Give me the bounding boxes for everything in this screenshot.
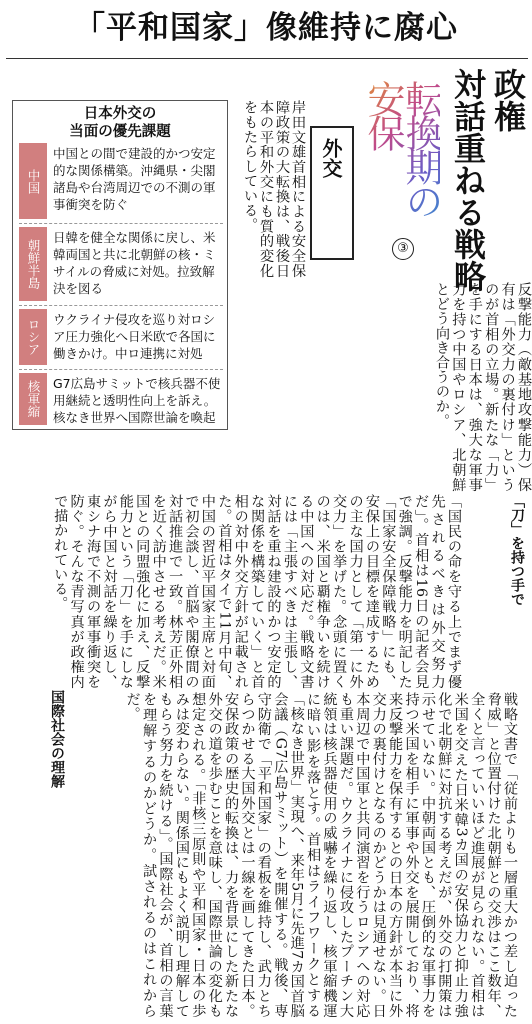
table-row-text: G7広島サミットで核兵器不使用継続と透明性向上を訴え。核なき世界へ国際世論を喚起: [53, 376, 221, 425]
table-row: [19, 373, 223, 425]
body-paragraph-2: 「国民の命を守る上でまず優先されるべきは外交努力だ」。首相は16日の記者会見で強調。反撃能力を明記した「国家安全保障戦略」にも、安保上の目標を達成するための主な国力として「第一に外交力」を挙げた。念頭に置くのは、米国と覇権争いを続ける中国への対応だ。戦略文書には「主張すべきは主張し、対話を重ね建設的かつ安定的な関係を構築していく」と首相の対中外交方針が記載された。首相はタイで11月中旬、中国の習近平国家主席と対面で初会談し、首脳や閣僚間の対話推進で一致。林芳正外相を近く訪中させる考えだ。米国との同盟強化に加え、反撃能力という「刀」を手にしながら中国と対話を繰り返し、東シナ海で不測の軍事衝突を防ぐ。そんな青写真が政権内で描かれている。: [52, 494, 462, 689]
title-line-2: 対話重ねる戦略: [449, 68, 487, 292]
table-row-text: ウクライナ侵攻を巡り対ロシア圧力強化へ日米欧で各国に働きかけ。中ロ連携に対処: [53, 312, 216, 361]
table-title-line-1: 日本外交の: [83, 106, 157, 122]
table-row: [19, 309, 223, 365]
headline: 「平和国家」像維持に腐心: [74, 10, 458, 46]
body-paragraph-3: 戦略文書で「従前よりも一層重大かつ差し迫った脅威」と位置付けた北朝鮮との交渉はここ数年、全くと言っていいほど進展が見られない。首相は米国を交えた日米韓3カ国の安保協力と抑止力強化で北朝鮮に対抗する考えだが、外交の打開策は示せていない。中朝両国とも、圧倒的な軍事力を持つ米国を相手に軍事や外交を展開しており、将来反撃能力を保有するとの日本の方針が本当に外交力の裏付けとなるのかどうかは見通せない。日本周辺で中国軍と共同演習を行うロシアへの対応も重い課題だ。ウクライナに侵攻したプーチン大統領は核兵器使用の威嚇を繰り返し、核軍縮機運に暗い影を落とす。首相はライフワークとする「核なき世界」実現へ、来年5月に先進7カ国首脳会議（G7広島サミット）を開催する。戦後、専守防衛で「平和国家」の看板を維持し、武力とちらつかせる大国外交とは一線を画してきた日本。安保政策の歴史的転換は、力を背景にした新たな外交の道を歩むことを意味し、国際世論の変化も想定される。「非核三原則や平和国家・日本の歩みは変わらない。関係国にもよく説明し理解してもらう努力を続ける」。国際社会が、首相の言葉を理解するのかどうか。試されるのはこれからだ。: [124, 692, 518, 1018]
table-title-line-2: 当面の優先課題: [69, 124, 171, 140]
table-row: [19, 143, 223, 219]
body-paragraph-1: 反撃能力（敵基地攻撃能力）保有は「外交力の裏付け」というのが首相の立場。新たな「力」を手にする日本は、強大な軍事力を持つ中国やロシア、北朝鮮とどう向き合うのか。: [433, 282, 532, 492]
section-label: 外交: [319, 138, 343, 178]
table-title: [13, 105, 227, 141]
series-name: 転換期の安保: [368, 80, 440, 230]
subheading-sword: 「刀」を持つ手で: [509, 494, 525, 606]
table-row-label: 核軍縮: [19, 373, 47, 425]
section-label-box: [310, 126, 354, 260]
title-line-1: 政権: [489, 68, 527, 132]
series-logo: [361, 80, 443, 260]
table-row-label: 中国: [19, 143, 47, 219]
table-row-text: 日韓を健全な関係に戻し、米韓両国と共に北朝鮮の核・ミサイルの脅威に対処。拉致解決を図る: [53, 230, 216, 296]
table-row-label: ロシア: [19, 309, 47, 365]
table-row-label: 朝鮮半島: [19, 227, 47, 301]
table-row: [19, 227, 223, 301]
priority-table: [12, 100, 228, 430]
lead-paragraph: 岸田文雄首相による安全保障政策の大転換は、戦後日本の平和外交にも質的変化をもたらしている。: [242, 100, 306, 278]
subheading-international: 国際社会の理解: [49, 690, 65, 788]
series-number: ③: [392, 238, 414, 260]
table-row-text: 中国との間で建設的かつ安定的な関係構築。沖縄県・尖閣諸島や台湾周辺での不測の軍事衝突を防ぐ: [53, 146, 216, 212]
headline-rule: [6, 58, 528, 59]
